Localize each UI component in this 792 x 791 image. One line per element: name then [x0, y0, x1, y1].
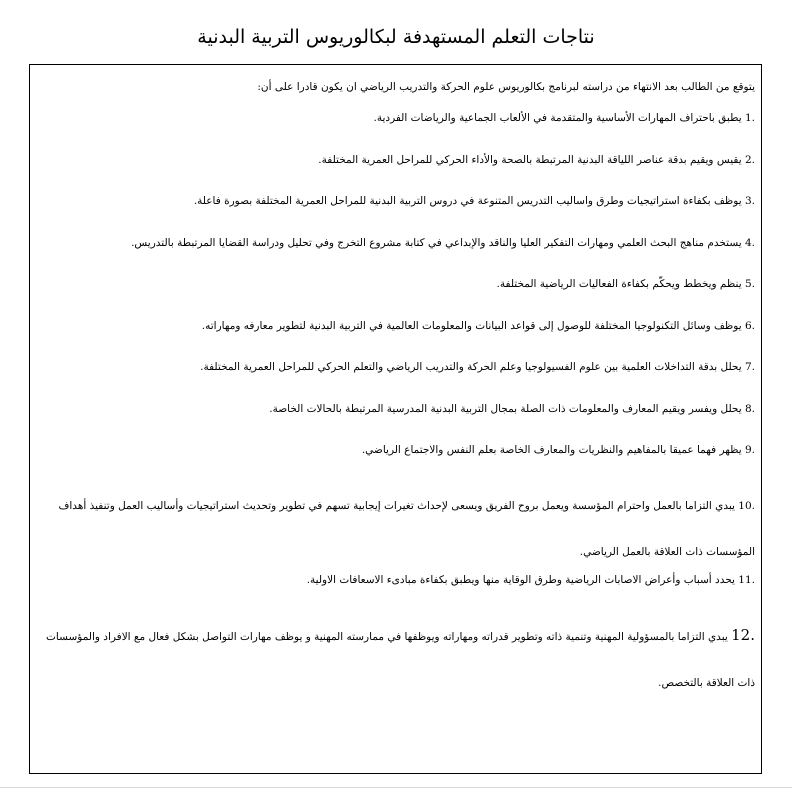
page-title: نتاجات التعلم المستهدفة لبكالوريوس التربية البدنية — [197, 26, 595, 48]
outcome-number: 11. — [738, 573, 755, 586]
outcome-item-2 — [31, 151, 755, 193]
outcome-item-4 — [31, 234, 755, 276]
outcome-number: 2. — [744, 153, 755, 166]
outcome-item-3 — [31, 192, 755, 234]
outcome-number: 10. — [738, 499, 755, 512]
outcome-text — [31, 483, 755, 571]
outcome-text: يوظف بكفاءة استراتيجيات وطرق واساليب التدريس المتنوعة في دروس التربية البدنية للمراحل العمرية المختلفة بصورة فاعلة. — [193, 195, 742, 207]
outcome-number: 3. — [744, 195, 755, 207]
outcome-item-7 — [31, 358, 755, 400]
outcome-item-12 — [31, 612, 755, 700]
outcome-text: يطبق باحتراف المهارات الأساسية والمتقدمة في الألعاب الجماعية والرياضات الفردية. — [373, 112, 742, 124]
outcome-text-body: يبدي التزاما بالمسؤولية المهنية وتنمية ذاته وتطوير قدراته ومهاراته ويوظفها في ممارسته المهنية و يوظف مهارات التواصل بشكل فعال مع الافراد والمؤسسات ذات العلاقة بالتخصص. — [46, 631, 755, 689]
outcome-text: يظهر فهما عميقا بالمفاهيم والنظريات والمعارف الخاصة بعلم النفس والاجتماع الرياضي. — [361, 444, 742, 456]
outcome-text-body: يبدي التزاما بالعمل واحترام المؤسسة ويعمل بروح الفريق ويسعى لإحداث تغيرات إيجابية تسهم في تطوير وتحديث استراتيجيات وأساليب العمل وتنفيذ أهداف المؤسسات ذات العلاقة بالعمل الرياضي. — [58, 499, 755, 558]
outcome-number: 6. — [744, 319, 755, 332]
outcome-text: يستخدم مناهج البحث العلمي ومهارات التفكير العليا والناقد والإبداعي في كتابة مشروع التخرج وفي تحليل ودراسة القضايا المرتبطة بالتدريس. — [131, 236, 742, 249]
outcome-number: 4. — [744, 236, 755, 249]
outcome-item-6 — [31, 317, 755, 359]
outcomes-content — [31, 79, 755, 700]
outcome-item-11 — [31, 571, 755, 613]
outcome-text: يوظف وسائل التكنولوجيا المختلفة للوصول إلى قواعد البيانات والمعلومات العالمية في التربية البدنية لتطوير معارفه ومهاراته. — [201, 319, 742, 332]
outcome-text: يحدد أسباب وأعراض الاصابات الرياضية وطرق الوقاية منها ويطبق بكفاءة مبادىء الاسعافات الاولية. — [306, 573, 735, 586]
outcome-item-8 — [31, 400, 755, 442]
bottom-divider — [0, 787, 792, 788]
outcome-number: 5. — [744, 278, 755, 290]
outcome-text — [31, 612, 755, 700]
outcome-item-5 — [31, 275, 755, 317]
outcome-number: 12. — [731, 626, 755, 644]
outcome-number: 7. — [744, 361, 755, 373]
intro-text: يتوقع من الطالب بعد الانتهاء من دراسته لبرنامج بكالوريوس علوم الحركة والتدريب الرياضي ان يكون قادرا على أن: — [257, 81, 755, 93]
outcome-number: 8. — [744, 402, 755, 415]
outcome-number: 1. — [744, 112, 755, 124]
outcomes-box — [29, 64, 762, 774]
outcome-item-1 — [31, 109, 755, 151]
outcome-item-10 — [31, 483, 755, 571]
outcome-text: ينظم ويخطط ويحكّم بكفاءة الفعاليات الرياضية المختلفة. — [496, 278, 742, 290]
outcome-text: يقيس ويقيم بدقة عناصر اللياقة البدنية المرتبطة بالصحة والأداء الحركي للمراحل العمرية المختلفة. — [318, 153, 742, 166]
outcome-text: يحلل بدقة التداخلات العلمية بين علوم الفسيولوجيا وعلم الحركة والتدريب الرياضي والتعلم الحركي للمراحل العمرية المختلفة. — [200, 361, 742, 373]
outcome-text: يحلل ويفسر ويقيم المعارف والمعلومات ذات الصلة بمجال التربية البدنية المدرسية المرتبطة بالحالات الخاصة. — [269, 402, 742, 415]
outcome-number: 9. — [744, 444, 755, 456]
outcome-item-9 — [31, 441, 755, 483]
